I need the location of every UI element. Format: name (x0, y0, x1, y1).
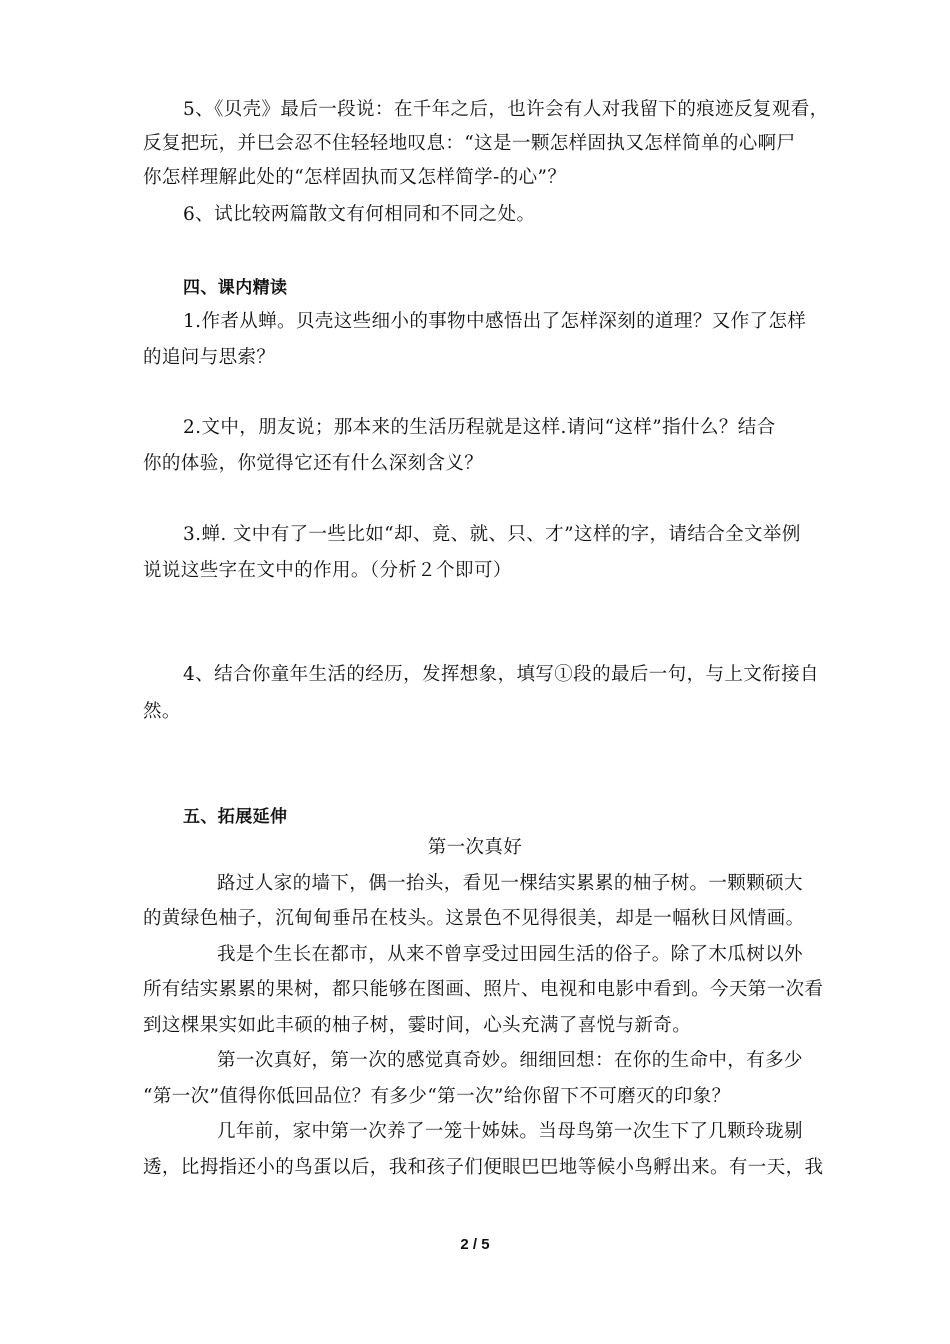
page-number: 2 / 5 (460, 1236, 490, 1253)
text-line: 的黄绿色柚子，沉甸甸垂吊在枝头。这景色不见得很美，却是一幅秋日风情画。 (143, 908, 805, 929)
text-line: “第一次”值得你低回品位？有多少“第一次”给你留下不可磨灭的印象？ (143, 1086, 731, 1107)
text-line: 3.蝉. 文中有了一些比如“却、竟、就、只、才”这样的字，请结合全文举例 (183, 524, 801, 545)
text-line: 说说这些字在文中的作用。（分析２个即可） (143, 560, 512, 581)
section-heading: 四、课内精读 (183, 278, 288, 298)
text-line: 所有结实累累的果树，都只能够在图画、照片、电视和电影中看到。今天第一次看 (143, 979, 824, 1000)
text-line: 我是个生长在都市，从来不曾享受过田园生活的俗子。除了木瓜树以外 (217, 944, 803, 965)
text-line: 1.作者从蝉。贝壳这些细小的事物中感悟出了怎样深刻的道理？又作了怎样 (183, 311, 807, 332)
text-line: 2.文中，朋友说；那本来的生活历程就是这样.请问“这样”指什么？结合 (183, 417, 776, 438)
text-line: 第一次真好，第一次的感觉真奇妙。细细回想：在你的生命中，有多少 (217, 1050, 803, 1071)
text-line: 4、结合你童年生活的经历，发挥想象，填写①段的最后一句，与上文衔接自 (183, 664, 819, 685)
text-line: 路过人家的墙下，偶一抬头，看见一棵结实累累的柚子树。一颗颗硕大 (217, 873, 803, 894)
text-line: 你怎样理解此处的“怎样固执而又怎样简学-的心”？ (143, 167, 567, 188)
text-line: 5、《贝壳》最后一段说：在千年之后，也许会有人对我留下的痕迹反复观看， (183, 99, 829, 120)
text-line: 的追问与思索？ (143, 347, 276, 368)
article-title: 第一次真好 (427, 837, 523, 858)
text-line: 你的体验，你觉得它还有什么深刻含义？ (143, 453, 484, 474)
section-heading: 五、拓展延伸 (183, 807, 288, 827)
text-line: 6、试比较两篇散文有何相同和不同之处。 (183, 204, 536, 225)
text-line: 反复把玩，并巳会忍不住轻轻地叹息：“这是一颗怎样固执又怎样简单的心啊尸 (143, 133, 796, 154)
text-line: 然。 (143, 701, 181, 722)
text-line: 到这棵果实如此丰硕的柚子树，霎时间，心头充满了喜悦与新奇。 (143, 1015, 692, 1036)
text-line: 几年前，家中第一次养了一笼十姊妹。当母鸟第一次生下了几颗玲珑剔 (217, 1121, 803, 1142)
text-line: 透，比拇指还小的鸟蛋以后，我和孩子们便眼巴巴地等候小鸟孵出来。有一天，我 (143, 1157, 824, 1178)
